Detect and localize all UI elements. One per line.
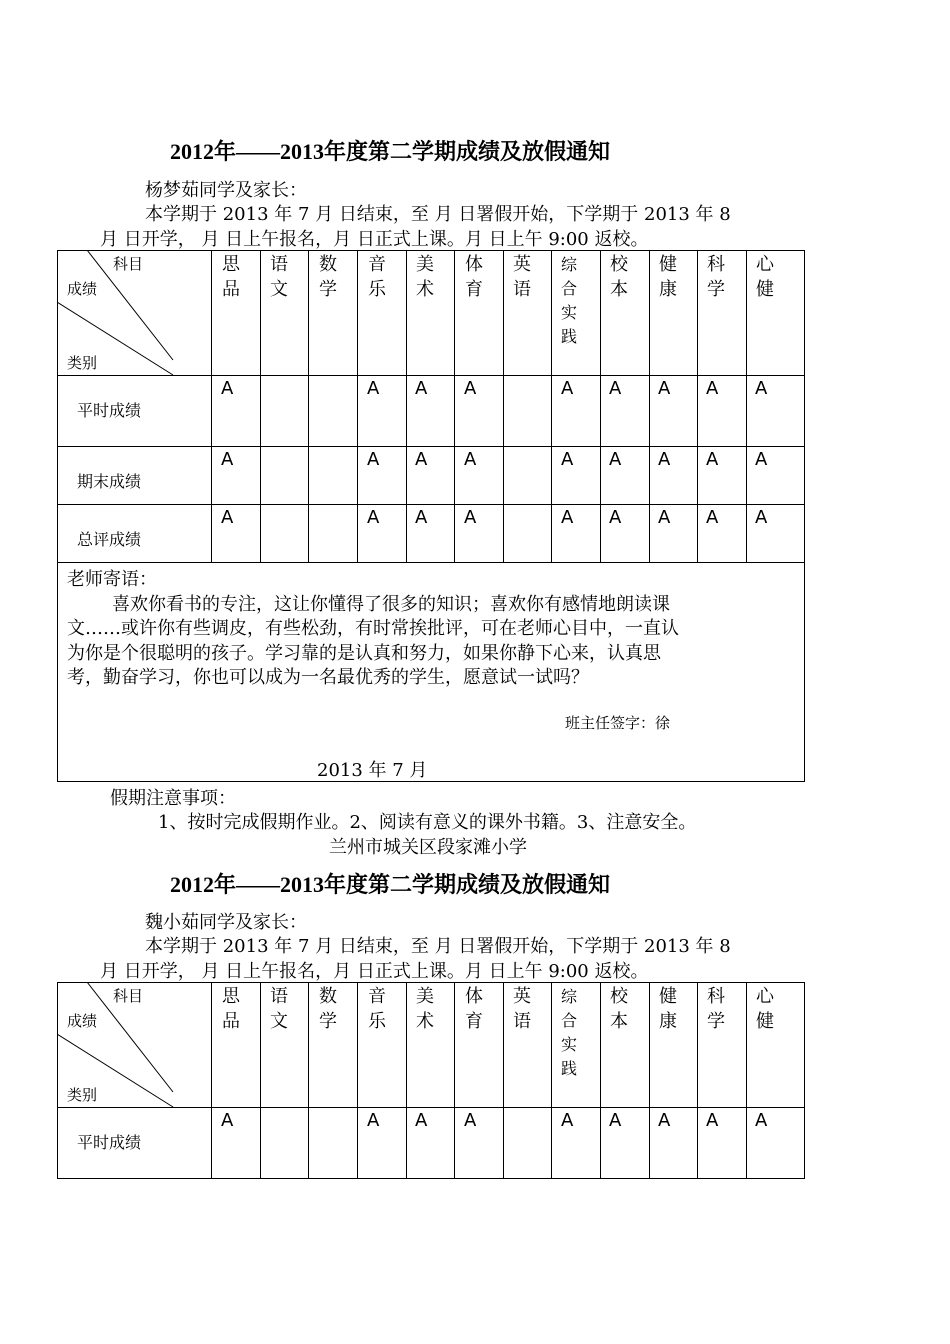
grade-cell: A	[415, 449, 428, 470]
subject-header: 体育	[465, 986, 483, 1032]
subject-header: 英语	[513, 254, 531, 300]
grade-cell: A	[658, 449, 671, 470]
notice1-intro-line1: 本学期于 2013 年 7 月 日结束，至 月 日署假开始，下学期于 2013 年 8	[145, 204, 731, 225]
subject-header: 健康	[659, 254, 677, 300]
grade-cell: A	[755, 1110, 768, 1131]
grade-cell: A	[706, 507, 719, 528]
subject-header: 综合实践	[561, 987, 578, 1078]
subject-header: 健康	[659, 986, 677, 1032]
subject-header: 英语	[513, 986, 531, 1032]
subject-header: 校本	[610, 986, 628, 1032]
header-score: 成绩	[67, 280, 98, 298]
teacher-message-label: 老师寄语：	[67, 569, 157, 590]
subject-header: 思品	[222, 986, 240, 1032]
teacher-message-line: 为你是个很聪明的孩子。学习靠的是认真和努力，如果你静下心来，认真思	[67, 643, 661, 664]
grade-cell: A	[609, 449, 622, 470]
header-category: 类别	[67, 354, 98, 372]
teacher-message-line: 文……或许你有些调皮，有些松劲，有时常挨批评，可在老师心目中，一直认	[67, 618, 679, 639]
grade-cell: A	[755, 507, 768, 528]
notice2-title: 2012年——2013年度第二学期成绩及放假通知	[170, 872, 611, 897]
grade-cell: A	[755, 378, 768, 399]
subject-header: 心健	[756, 986, 774, 1032]
subject-header: 校本	[610, 254, 628, 300]
grade-cell: A	[561, 449, 574, 470]
grade-cell: A	[706, 1110, 719, 1131]
notice2-grade-table	[57, 982, 805, 1179]
grade-cell: A	[415, 378, 428, 399]
subject-header: 语文	[270, 254, 288, 300]
notice2-greeting: 魏小茹同学及家长：	[145, 912, 307, 933]
grade-cell: A	[658, 1110, 671, 1131]
grade-cell: A	[367, 378, 380, 399]
header-category: 类别	[67, 1086, 98, 1104]
subject-header: 美术	[416, 986, 434, 1032]
grade-cell: A	[561, 507, 574, 528]
holiday-notes-label: 假期注意事项：	[110, 788, 236, 809]
grade-cell: A	[221, 378, 234, 399]
header-subject: 科目	[113, 255, 144, 273]
grade-cell: A	[221, 507, 234, 528]
grade-cell: A	[221, 1110, 234, 1131]
notice1-greeting: 杨梦茹同学及家长：	[145, 180, 307, 201]
subject-header: 音乐	[368, 986, 386, 1032]
teacher-message-line: 考，勤奋学习，你也可以成为一名最优秀的学生，愿意试一试吗？	[67, 667, 589, 688]
grade-cell: A	[221, 449, 234, 470]
subject-header: 思品	[222, 254, 240, 300]
subject-header: 美术	[416, 254, 434, 300]
grade-cell: A	[415, 507, 428, 528]
header-subject: 科目	[113, 987, 144, 1005]
grade-cell: A	[755, 449, 768, 470]
header-score: 成绩	[67, 1012, 98, 1030]
notice1-title: 2012年——2013年度第二学期成绩及放假通知	[170, 139, 611, 164]
holiday-notes-items: 1、按时完成假期作业。2、阅读有意义的课外书籍。3、注意安全。	[158, 812, 697, 833]
subject-header: 数学	[319, 986, 337, 1032]
row-label: 平时成绩	[77, 401, 142, 420]
grade-cell: A	[367, 507, 380, 528]
subject-header: 语文	[270, 986, 288, 1032]
subject-header: 音乐	[368, 254, 386, 300]
grade-cell: A	[609, 378, 622, 399]
notice1-grade-table	[57, 250, 805, 782]
message-date: 2013 年 7 月	[317, 760, 428, 781]
subject-header: 科学	[707, 254, 725, 300]
grade-cell: A	[561, 1110, 574, 1131]
grade-cell: A	[609, 507, 622, 528]
teacher-message-line: 喜欢你看书的专注，这让你懂得了很多的知识；喜欢你有感情地朗读课	[112, 594, 670, 615]
grade-cell: A	[464, 449, 477, 470]
grade-cell: A	[464, 1110, 477, 1131]
grade-cell: A	[706, 449, 719, 470]
subject-header: 心健	[756, 254, 774, 300]
grade-cell: A	[706, 378, 719, 399]
notice2-intro-line2: 月 日开学， 月 日上午报名，月 日正式上课。月 日上午 9:00 返校。	[100, 961, 649, 982]
school-name: 兰州市城关区段家滩小学	[329, 837, 527, 858]
grade-cell: A	[561, 378, 574, 399]
subject-header: 综合实践	[561, 255, 578, 346]
grade-cell: A	[658, 378, 671, 399]
row-label: 总评成绩	[77, 530, 142, 549]
grade-cell: A	[367, 449, 380, 470]
notice1-intro-line2: 月 日开学， 月 日上午报名，月 日正式上课。月 日上午 9:00 返校。	[100, 229, 649, 250]
subject-header: 科学	[707, 986, 725, 1032]
grade-cell: A	[415, 1110, 428, 1131]
grade-cell: A	[609, 1110, 622, 1131]
subject-header: 数学	[319, 254, 337, 300]
grade-cell: A	[464, 507, 477, 528]
row-label: 期末成绩	[77, 472, 142, 491]
subject-header: 体育	[465, 254, 483, 300]
teacher-signature: 班主任签字：徐	[565, 714, 671, 732]
notice2-intro-line1: 本学期于 2013 年 7 月 日结束，至 月 日署假开始，下学期于 2013 年 8	[145, 936, 731, 957]
grade-cell: A	[464, 378, 477, 399]
row-label: 平时成绩	[77, 1133, 142, 1152]
grade-cell: A	[367, 1110, 380, 1131]
grade-cell: A	[658, 507, 671, 528]
